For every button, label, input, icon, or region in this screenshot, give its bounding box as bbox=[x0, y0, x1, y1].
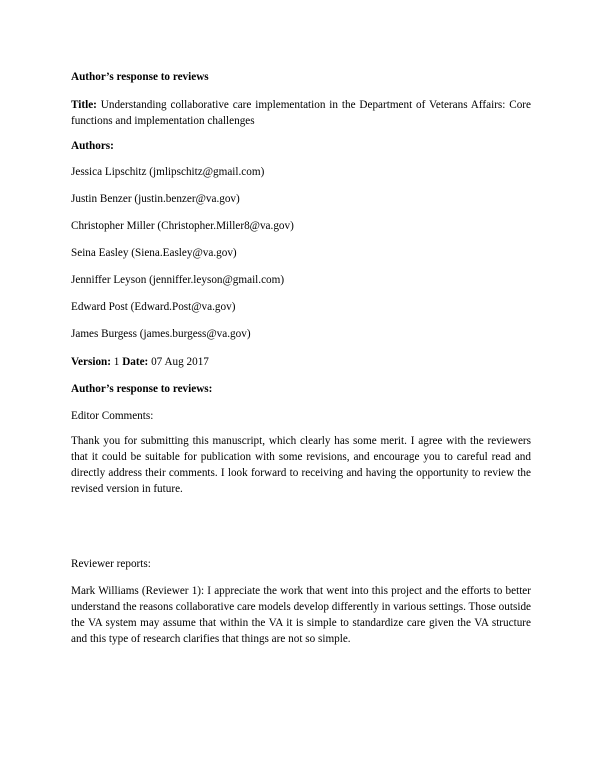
author-item: Christopher Miller (Christopher.Miller8@va.gov) bbox=[71, 220, 294, 232]
author-item: James Burgess (james.burgess@va.gov) bbox=[71, 328, 251, 340]
date-label: Date: bbox=[122, 356, 149, 368]
title-block bbox=[71, 97, 531, 129]
author-item: Jessica Lipschitz (jmlipschitz@gmail.com) bbox=[71, 166, 265, 178]
reviewer-paragraph: Mark Williams (Reviewer 1): I appreciate the work that went into this project and the efforts to better understand the reasons collaborative care models develop differently in various settings. Those outside the VA system may assume that within the VA it is simple to standardize care given the VA structure and this type of research clarifies that things are not so simple. bbox=[71, 585, 531, 645]
version-value: 1 bbox=[113, 356, 120, 368]
author-item: Edward Post (Edward.Post@va.gov) bbox=[71, 301, 236, 313]
response-heading: Author’s response to reviews: bbox=[71, 383, 213, 395]
editor-paragraph: Thank you for submitting this manuscript, which clearly has some merit. I agree with the reviewers that it could be suitable for publication with some revisions, and encourage you to careful read and directly address their comments. I look forward to receiving and having the opportunity to review the revised version in future. bbox=[71, 435, 531, 495]
version-label: Version: bbox=[71, 356, 111, 368]
author-item: Jenniffer Leyson (jenniffer.leyson@gmail.com) bbox=[71, 274, 285, 286]
editor-heading: Editor Comments: bbox=[71, 410, 154, 422]
version-date-line bbox=[71, 354, 531, 370]
author-item: Seina Easley (Siena.Easley@va.gov) bbox=[71, 247, 237, 259]
author-item: Justin Benzer (justin.benzer@va.gov) bbox=[71, 193, 240, 205]
authors-label: Authors: bbox=[71, 140, 114, 152]
date-value: 07 Aug 2017 bbox=[151, 356, 209, 368]
title-text: Understanding collaborative care implementation in the Department of Veterans Affairs: Core functions and implementation challenges bbox=[71, 99, 531, 127]
reviewer-heading: Reviewer reports: bbox=[71, 558, 151, 570]
title-label: Title: bbox=[71, 99, 97, 111]
document-heading: Author’s response to reviews bbox=[71, 71, 209, 83]
